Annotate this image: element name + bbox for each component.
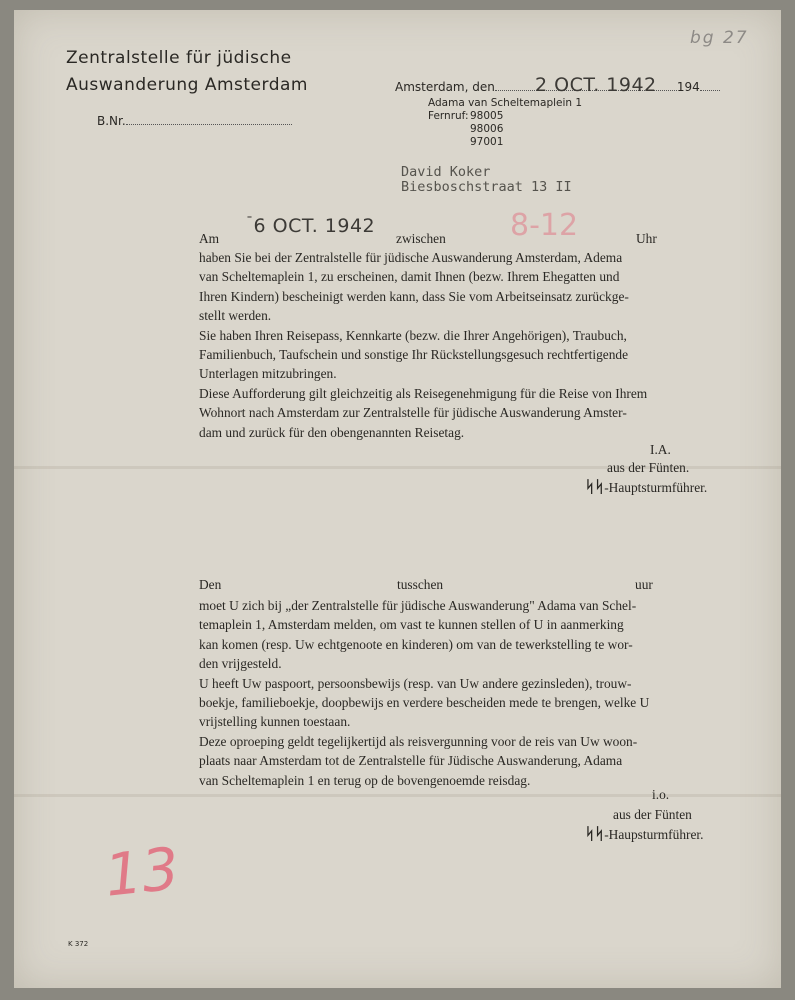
text-line: Unterlagen mitzubringen. [199,366,337,382]
org-name-line2: Auswanderung Amsterdam [66,75,308,95]
text-line: Familienbuch, Taufschein und sonstige Ihr Rückstellungsgesuch rechtfertigende [199,347,629,363]
ss-runes-icon: ᛋᛋ [585,826,605,843]
german-paragraph [199,248,647,442]
signature-io: i.o. [652,787,670,802]
am-label: Am [199,231,220,246]
phone-number: 98005 [470,110,504,122]
date-stamp-appointment: $^ˉ$6 OCT. 1942 [246,215,376,237]
text-line: moet U zich bij „der Zentralstelle für jüdische Auswanderung" Adama van Schel- [199,598,637,613]
signature-rank: ᛋᛋ-Haupsturmführer. [585,826,704,843]
dutch-paragraph [199,596,649,790]
text-line: Ihren Kindern) bescheinigt werden kann, dass Sie vom Arbeitseinsatz zurückge- [199,288,629,304]
text-line: boekje, familieboekje, doopbewijs en verdere bescheiden mede te brengen, welke U [199,695,650,711]
text-line: U heeft Uw paspoort, persoonsbewijs (resp. van Uw andere gezinsleden), trouw- [199,675,632,691]
year-dotted-line [700,90,720,91]
bnr-label: B.Nr. [97,114,126,128]
recipient-street: Biesboschstraat 13 II [401,179,572,195]
text-line: temaplein 1, Amsterdam melden, om vast te kunnen stellen of U in aanmerking [199,617,624,633]
handwritten-time: 8-12 [510,208,579,243]
text-line: plaats naar Amsterdam tot de Zentralstelle für Jüdische Auswanderung, Adama [199,753,623,769]
recipient-name: David Koker [401,164,491,180]
org-name-line1: Zentralstelle für jüdische [66,48,292,68]
form-code: K 372 [68,940,89,948]
text-line: Deze oproeping geldt tegelijkertijd als reisvergunning voor de reis van Uw woon- [199,733,638,749]
date-stamp-top: 2 OCT. 1942 [535,74,657,96]
dateline-year: 194 [676,80,700,94]
text-line: kan komen (resp. Uw echtgenoote en kinderen) om van de tewerkstelling te wor- [199,636,633,652]
text-line: vrijstelling kunnen toestaan. [199,714,351,730]
text-line: Sie haben Ihren Reisepass, Kennkarte (bezw. die Ihrer Angehörigen), Traubuch, [199,327,627,343]
text-line: dam und zurück für den obengenannten Reisetag. [199,424,465,440]
phone-number: 98006 [470,123,504,135]
text-line: den vrijgesteld. [199,656,282,672]
address-line: Adama van Scheltemaplein 1 [428,97,583,109]
text-line: Diese Aufforderung gilt gleichzeitig als Reisegenehmigung für die Reise von Ihrem [199,385,648,401]
bnr-dotted-line [126,124,292,125]
signature-name: aus der Fünten. [607,460,690,475]
signature-name: aus der Fünten [613,807,692,822]
den-label: Den [199,577,222,592]
phone-label: Fernruf: [428,110,469,122]
corner-pencil-note: bg 27 [690,28,749,48]
zwischen-label: zwischen [396,231,446,246]
text-line: Wohnort nach Amsterdam zur Zentralstelle für jüdische Auswanderung Amster- [199,405,627,421]
dateline-place: Amsterdam, den [395,80,495,94]
text-line: stellt werden. [199,308,272,324]
bnr-field [97,114,292,128]
red-margin-number: 13 [101,834,183,910]
stamp-tick-mark: ˉ [246,215,254,231]
signature-ia: I.A. [650,442,671,457]
signature-rank: ᛋᛋ-Hauptsturmführer. [585,479,708,496]
text-line: van Scheltemaplein 1 en terug op de bovengenoemde reisdag. [199,772,531,788]
ss-runes-icon: ᛋᛋ [585,479,605,496]
text-line: van Scheltemaplein 1, zu erscheinen, damit Ihnen (bezw. Ihrem Ehegatten und [199,269,620,285]
text-line: haben Sie bei der Zentralstelle für jüdische Auswanderung Amsterdam, Adema [199,250,623,265]
phone-number: 97001 [470,136,504,148]
tusschen-label: tusschen [397,577,444,592]
uur-label: uur [635,577,653,592]
uhr-label: Uhr [636,231,657,246]
